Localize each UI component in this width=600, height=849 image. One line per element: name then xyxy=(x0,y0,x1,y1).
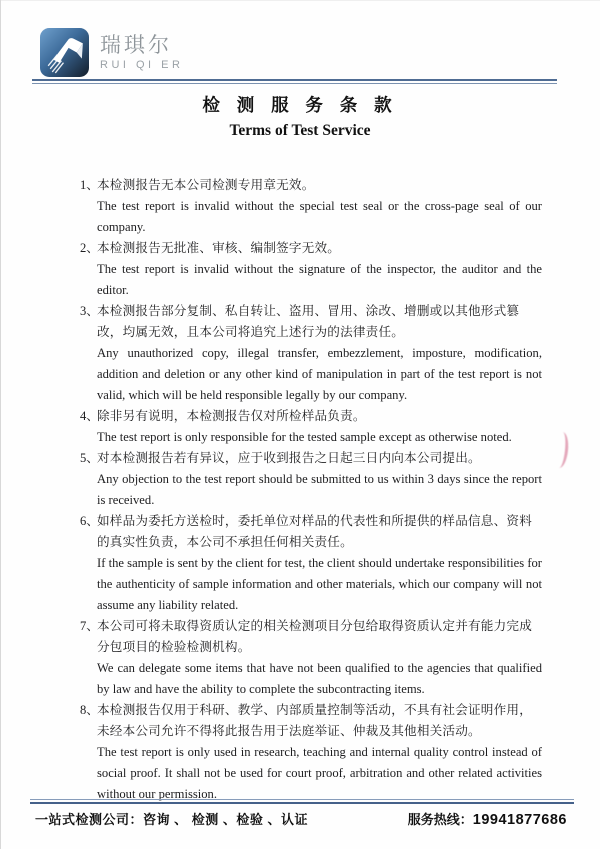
cross-page-seal-fragment xyxy=(552,431,570,468)
term-number: 7、 xyxy=(80,619,99,633)
brand-name-cn: 瑞琪尔 xyxy=(100,33,172,57)
term-text-en: We can delegate some items that have not been qualified to the agencies that qualified by law and have the ability to complete the subcontracting items. xyxy=(97,661,542,696)
term-number: 6、 xyxy=(80,514,99,528)
term-number: 4、 xyxy=(80,409,99,423)
hotline-number: 19941877686 xyxy=(472,812,567,828)
term-text-en: The test report is only responsible for the tested sample except as otherwise noted. xyxy=(97,430,512,444)
term-text-en: The test report is only used in research, teaching and internal quality control instead of social proof. It shall not be used for court proof, arbitration and other related activities without our permission. xyxy=(97,745,542,801)
term-text-en: The test report is invalid without the signature of the inspector, the auditor and the editor. xyxy=(97,262,542,297)
term-item xyxy=(80,301,542,406)
divider-line-dark xyxy=(30,802,574,804)
footer-services-text: 一站式检测公司：咨询 、 检测 、检验 、认证 xyxy=(35,812,308,827)
term-text-cn: 本公司可将未取得资质认定的相关检测项目分包给取得资质认定并有能力完成分包项目的检验检测机构。 xyxy=(97,619,532,654)
page-title-cn: 检 测 服 务 条 款 xyxy=(202,95,398,115)
term-item xyxy=(80,175,542,238)
footer xyxy=(35,809,567,828)
divider-line-light xyxy=(30,799,574,800)
term-item xyxy=(80,700,542,805)
term-text-cn: 本检测报告仅用于科研、教学、内部质量控制等活动，不具有社会证明作用，未经本公司允许不得将此报告用于法庭举证、仲裁及其他相关活动。 xyxy=(97,703,532,738)
header-divider xyxy=(32,79,557,84)
page-title-en: Terms of Test Service xyxy=(229,122,371,139)
divider-line-light xyxy=(32,83,557,84)
term-item xyxy=(80,238,542,301)
term-item xyxy=(80,448,542,511)
terms-list xyxy=(80,175,542,805)
term-text-cn: 如样品为委托方送检时，委托单位对样品的代表性和所提供的样品信息、资料的真实性负责，本公司不承担任何相关责任。 xyxy=(97,514,532,549)
term-text-cn: 本检测报告部分复制、私自转让、盗用、冒用、涂改、增删或以其他形式篡改，均属无效，且本公司将追究上述行为的法律责任。 xyxy=(97,304,520,339)
ruiqier-logo-icon xyxy=(40,28,89,77)
term-text-en: Any objection to the test report should be submitted to us within 3 days since the report is received. xyxy=(97,472,542,507)
header xyxy=(40,28,183,77)
term-number: 1、 xyxy=(80,178,99,192)
term-text-en: The test report is invalid without the special test seal or the cross-page seal of our company. xyxy=(97,199,542,234)
term-number: 2、 xyxy=(80,241,99,255)
term-item xyxy=(80,511,542,616)
term-number: 8、 xyxy=(80,703,99,717)
hotline-label: 服务热线： xyxy=(407,812,473,827)
term-number: 3、 xyxy=(80,304,99,318)
brand-name-en: RUI QI ER xyxy=(100,58,184,71)
term-text-cn: 除非另有说明，本检测报告仅对所检样品负责。 xyxy=(97,409,366,423)
term-text-en: Any unauthorized copy, illegal transfer, embezzlement, imposture, modification, addition and deletion or any other kind of manipulation in part of the test report is not valid, which will be held responsible legally by our company. xyxy=(97,346,542,402)
term-number: 5、 xyxy=(80,451,99,465)
term-text-cn: 本检测报告无本公司检测专用章无效。 xyxy=(97,178,315,192)
term-text-cn: 对本检测报告若有异议，应于收到报告之日起三日内向本公司提出。 xyxy=(97,451,481,465)
footer-hotline xyxy=(408,809,567,828)
term-text-en: If the sample is sent by the client for test, the client should undertake responsibilities for the authenticity of sample information and other materials, which our company will not assume any liability related. xyxy=(97,556,542,612)
term-item xyxy=(80,406,542,448)
divider-line-dark xyxy=(32,79,557,81)
term-item xyxy=(80,616,542,700)
term-text-cn: 本检测报告无批准、审核、编制签字无效。 xyxy=(97,241,341,255)
brand-text xyxy=(100,34,183,72)
footer-divider xyxy=(30,799,574,804)
